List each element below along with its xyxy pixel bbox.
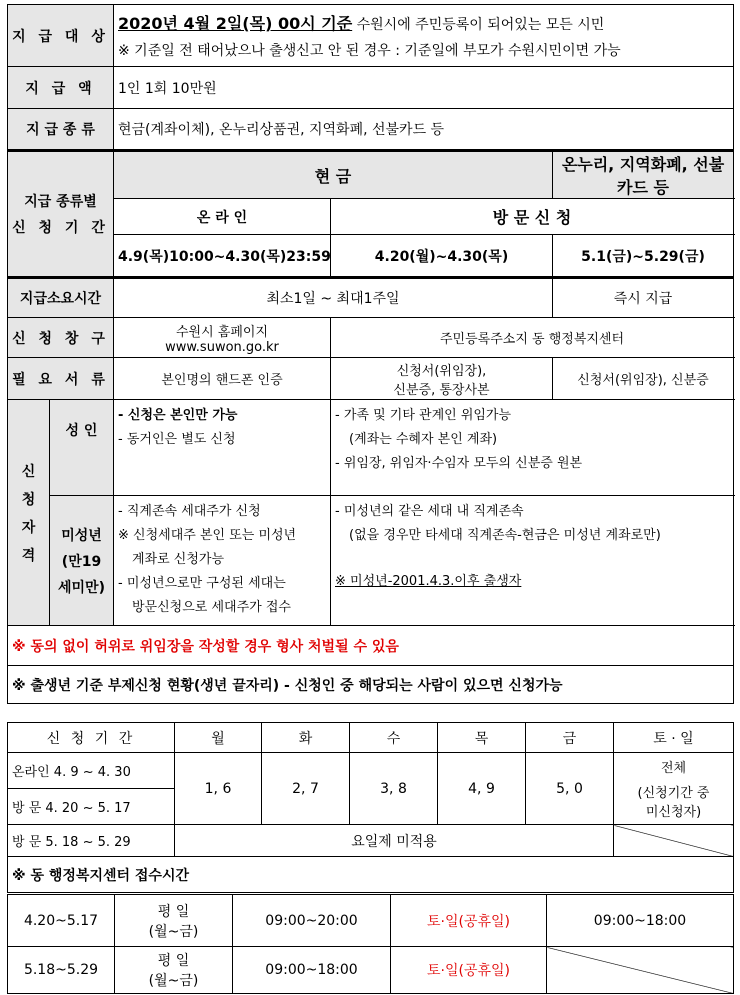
fiveday-weekend	[614, 753, 734, 825]
hours-weekend-label: 토·일(공휴일)	[391, 895, 547, 947]
fiveday-digits-fri: 5, 0	[526, 753, 614, 825]
minor-label-line2: (만19	[61, 553, 102, 570]
qual-label-char: 청	[21, 491, 36, 508]
minor-label-line3: 세미만)	[58, 579, 105, 596]
fiveday-not-applied: 요일제 미적용	[175, 825, 614, 857]
target-date: 2020년 4월 2일(목) 00시 기준	[118, 14, 353, 33]
hours-period: 5.18~5.29	[8, 947, 115, 994]
kind-label: 지 급 종 류	[8, 109, 114, 151]
docs-label: 필 요 서 류	[8, 358, 114, 400]
minor-lineal-note: (없을 경우만 타세대 직계존속-현금은 미성년 계좌로만)	[349, 528, 661, 543]
qual-label-char: 신	[21, 463, 36, 480]
minor-left	[114, 496, 331, 626]
fiveday-weekend-note: (신청기간 중	[637, 786, 710, 801]
hours-table	[7, 894, 734, 994]
adult-id-note: - 위임장, 위임자·수임자 모두의 신분증 원본	[335, 456, 583, 471]
minor-only-household-cont: 방문신청으로 세대주가 접수	[132, 600, 291, 615]
minor-only-household: - 미성년으로만 구성된 세대는	[118, 576, 286, 591]
hours-title: ※ 동 행정복지센터 접수시간	[8, 857, 734, 893]
minor-label-line1: 미성년	[61, 527, 102, 544]
hours-weekday	[115, 895, 233, 947]
visit-cash-dates: 4.20(월)~4.30(목)	[331, 235, 553, 278]
fiveday-digits-wed: 3, 8	[350, 753, 438, 825]
duration-voucher: 즉시 지급	[553, 278, 734, 318]
cash-header: 현 금	[114, 151, 553, 199]
hours-weekday-range: (월~금)	[148, 923, 199, 940]
fiveday-head-fri: 금	[526, 723, 614, 753]
online-header: 온 라 인	[114, 199, 331, 235]
hours-weekday-label: 평 일	[157, 903, 190, 920]
online-dates: 4.9(목)10:00~4.30(목)23:59	[114, 235, 331, 278]
window-label: 신 청 창 구	[8, 318, 114, 358]
warning-row: ※ 동의 없이 허위로 위임장을 작성할 경우 형사 처벌될 수 있음	[8, 626, 734, 666]
docs-online: 본인명의 핸드폰 인증	[114, 358, 331, 400]
fiveday-period-online: 온라인 4. 9 ~ 4. 30	[8, 753, 175, 789]
fiveday-empty-cell	[614, 825, 734, 857]
fiveday-title: ※ 출생년 기준 부제신청 현황(생년 끝자리) - 신청인 중 해당되는 사람이 있으면 신청가능	[8, 666, 734, 704]
amount-label: 지 급 액	[8, 67, 114, 109]
period-label-line2: 신 청 기 간	[12, 220, 109, 236]
docs-visit-cash-line2: 신분증, 통장사본	[393, 382, 490, 398]
hours-weekend-label: 토·일(공휴일)	[391, 947, 547, 994]
hours-weekend-time: 09:00~18:00	[547, 895, 734, 947]
fiveday-weekend-all: 전체	[660, 761, 687, 776]
adult-right	[331, 400, 734, 496]
qual-label-char: 자	[21, 519, 36, 536]
adult-account-note: (계좌는 수혜자 본인 계좌)	[349, 432, 498, 447]
hours-period: 4.20~5.17	[8, 895, 115, 947]
adult-cohabitant: - 동거인은 별도 신청	[118, 432, 236, 447]
hours-weekday-label: 평 일	[157, 953, 190, 969]
docs-visit-cash-line1: 신청서(위임장),	[396, 363, 487, 379]
minor-right	[331, 496, 734, 626]
docs-visit-voucher: 신청서(위임장), 신분증	[553, 358, 734, 400]
fiveday-head-weekend: 토 · 일	[614, 723, 734, 753]
visit-voucher-dates: 5.1(금)~5.29(금)	[553, 235, 734, 278]
fiveday-digits-thu: 4, 9	[438, 753, 526, 825]
hours-weekday	[115, 947, 233, 994]
window-online-line1: 수원시 홈페이지	[175, 324, 269, 340]
duration-cash: 최소1일 ~ 최대1주일	[114, 278, 553, 318]
fiveday-weekend-note-cont: 미신청자)	[645, 805, 702, 820]
fiveday-digits-mon: 1, 6	[175, 753, 262, 825]
target-value	[114, 5, 734, 67]
minor-lineal: - 미성년의 같은 세대 내 직계존속	[335, 504, 524, 519]
support-info-table	[7, 4, 734, 704]
fiveday-head-period: 신 청 기 간	[8, 723, 175, 753]
kind-value: 현금(계좌이체), 온누리상품권, 지역화폐, 선불카드 등	[114, 109, 734, 151]
minor-account-note: ※ 신청세대주 본인 또는 미성년	[118, 528, 297, 543]
fiveday-head-tue: 화	[262, 723, 350, 753]
window-homepage-url: www.suwon.go.kr	[165, 339, 279, 355]
qual-label-char: 격	[21, 547, 36, 564]
hours-empty-cell	[547, 947, 734, 994]
minor-label	[50, 496, 114, 626]
window-online	[114, 318, 331, 358]
minor-householder: - 직계존속 세대주가 신청	[118, 504, 261, 519]
docs-visit-cash	[331, 358, 553, 400]
visit-header: 방 문 신 청	[331, 199, 734, 235]
period-label-line1: 지급 종류별	[24, 194, 97, 210]
fiveday-digits-tue: 2, 7	[262, 753, 350, 825]
fiveday-head-mon: 월	[175, 723, 262, 753]
adult-delegation: - 가족 및 기타 관계인 위임가능	[335, 408, 512, 423]
voucher-header: 온누리, 지역화폐, 선불카드 등	[553, 151, 734, 199]
target-desc: 수원시에 주민등록이 되어있는 모든 시민	[352, 17, 605, 33]
adult-self-only: - 신청은 본인만 가능	[118, 408, 238, 423]
qual-label	[8, 400, 50, 626]
minor-birth-note: ※ 미성년-2001.4.3.이후 출생자	[335, 574, 522, 589]
fiveday-head-thu: 목	[438, 723, 526, 753]
target-label: 지 급 대 상	[8, 5, 114, 67]
fiveday-head-wed: 수	[350, 723, 438, 753]
minor-account-note-cont: 계좌로 신청가능	[132, 552, 225, 567]
target-note: ※ 기준일 전 태어났으나 출생신고 안 된 경우 : 기준일에 부모가 수원시민이면 가능	[118, 43, 621, 59]
hours-weekday-time: 09:00~20:00	[233, 895, 391, 947]
fiveday-period-visit1: 방 문 4. 20 ~ 5. 17	[8, 789, 175, 825]
adult-left	[114, 400, 331, 496]
amount-value: 1인 1회 10만원	[114, 67, 734, 109]
period-label	[8, 151, 114, 278]
hours-weekday-time: 09:00~18:00	[233, 947, 391, 994]
duration-label: 지급소요시간	[8, 278, 114, 318]
fiveday-table	[7, 722, 734, 893]
window-visit: 주민등록주소지 동 행정복지센터	[331, 318, 734, 358]
hours-weekday-range: (월~금)	[148, 973, 199, 989]
fiveday-period-visit2: 방 문 5. 18 ~ 5. 29	[8, 825, 175, 857]
adult-label: 성 인	[50, 400, 114, 496]
